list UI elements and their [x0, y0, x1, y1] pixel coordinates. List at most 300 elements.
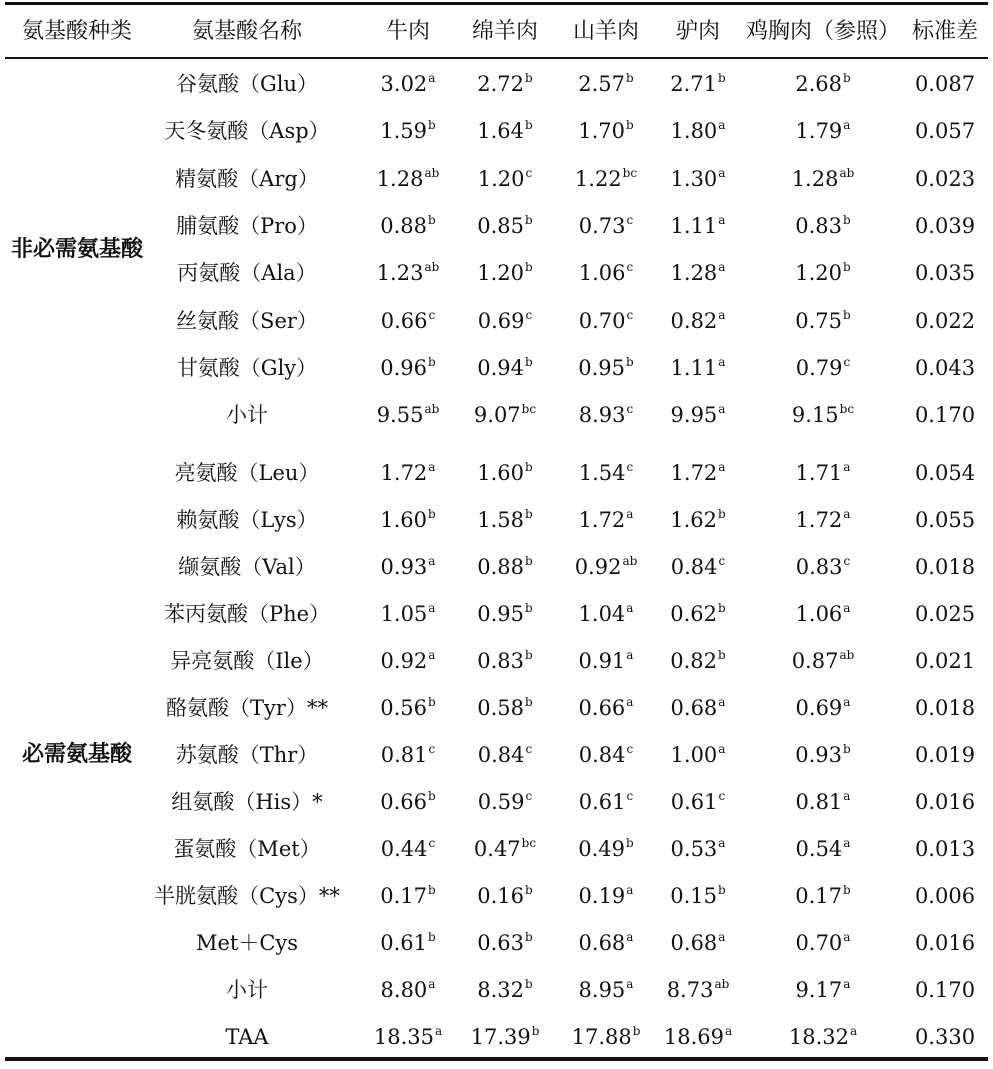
significance-letter: b [428, 695, 436, 709]
value-number: 1.00 [670, 743, 718, 767]
value-number: 1.22 [574, 166, 622, 191]
value-cell-donkey [653, 553, 743, 581]
value-cell-chicken [743, 647, 903, 675]
value-cell-beef [363, 307, 453, 335]
value-number: 0.87 [791, 649, 839, 673]
significance-letter: c [626, 789, 634, 803]
value-cell-beef [363, 165, 453, 193]
value-number: 0.17 [380, 884, 428, 908]
value-number: 9.17 [795, 978, 843, 1002]
significance-letter: b [626, 836, 634, 850]
value-cell-chicken [743, 70, 903, 98]
value-cell-mutton [460, 976, 550, 1004]
value-number: 18.32 [788, 1025, 849, 1049]
value-number: 1.64 [477, 119, 525, 144]
table-bottom-rule [5, 1057, 988, 1061]
value-number: 0.70 [578, 308, 626, 333]
significance-letter: c [626, 260, 634, 275]
value-number: 0.95 [477, 602, 525, 626]
value-number: 1.30 [670, 166, 718, 191]
amino-acid-name: 苏氨酸（Thr） [175, 743, 319, 767]
value-cell-goat [561, 882, 651, 910]
value-number: 0.47 [473, 837, 521, 861]
value-number: 0.82 [670, 649, 718, 673]
value-number: 9.55 [376, 403, 424, 428]
significance-letter: a [718, 165, 726, 180]
value-number: 1.72 [578, 508, 626, 532]
value-number: 1.28 [791, 166, 839, 191]
value-cell-donkey [653, 929, 743, 957]
standard-deviation-cell: 0.018 [914, 696, 976, 720]
value-number: 9.15 [791, 403, 839, 428]
significance-letter: a [843, 507, 851, 521]
amino-acid-name: 脯氨酸（Pro） [176, 213, 318, 238]
standard-deviation-cell: 0.057 [914, 119, 976, 144]
value-cell-mutton [460, 165, 550, 193]
standard-deviation-cell: 0.022 [914, 308, 976, 333]
value-cell-donkey [653, 600, 743, 628]
value-cell-beef [363, 694, 453, 722]
standard-deviation-cell: 0.018 [914, 555, 976, 579]
significance-letter: a [843, 601, 851, 615]
value-number: 2.72 [477, 72, 525, 96]
value-cell-donkey [653, 117, 743, 145]
significance-letter: b [525, 118, 533, 133]
significance-letter: b [428, 354, 436, 369]
value-cell-goat [561, 70, 651, 98]
value-cell-beef [363, 929, 453, 957]
value-cell-chicken [743, 401, 903, 429]
value-number: 0.93 [380, 555, 428, 579]
standard-deviation-cell: 0.016 [914, 790, 976, 814]
standard-deviation-cell: 0.087 [914, 72, 976, 96]
significance-letter: a [626, 977, 634, 991]
value-number: 0.92 [574, 555, 622, 579]
amino-acid-name: 小计 [226, 403, 268, 428]
significance-letter: a [843, 977, 851, 991]
value-cell-chicken [743, 1023, 903, 1051]
value-cell-donkey [653, 741, 743, 769]
value-number: 0.84 [477, 743, 525, 767]
value-cell-goat [561, 929, 651, 957]
value-number: 18.69 [663, 1025, 724, 1049]
value-number: 0.44 [380, 837, 428, 861]
significance-letter: b [525, 977, 533, 991]
significance-letter: b [525, 260, 533, 275]
value-cell-goat [561, 741, 651, 769]
value-number: 0.69 [795, 696, 843, 720]
value-cell-chicken [743, 929, 903, 957]
amino-acid-name: Met＋Cys [195, 931, 299, 955]
value-cell-chicken [743, 165, 903, 193]
value-number: 0.16 [477, 884, 525, 908]
significance-letter: a [626, 695, 634, 709]
value-cell-goat [561, 976, 651, 1004]
significance-letter: a [626, 601, 634, 615]
value-cell-beef [363, 553, 453, 581]
significance-letter: a [626, 930, 634, 944]
value-cell-mutton [460, 506, 550, 534]
significance-letter: c [718, 554, 726, 568]
amino-acid-name: 半胱氨酸（Cys）** [154, 884, 340, 908]
value-cell-mutton [460, 401, 550, 429]
value-cell-donkey [653, 788, 743, 816]
significance-letter: bc [521, 836, 537, 850]
value-number: 1.04 [578, 602, 626, 626]
value-number: 0.75 [795, 308, 843, 333]
value-number: 1.70 [578, 119, 626, 144]
value-number: 0.70 [795, 931, 843, 955]
value-number: 1.28 [376, 166, 424, 191]
header-donkey: 驴肉 [675, 19, 720, 44]
value-cell-chicken [743, 553, 903, 581]
value-cell-beef [363, 401, 453, 429]
value-cell-donkey [653, 647, 743, 675]
standard-deviation-cell: 0.055 [914, 508, 976, 532]
significance-letter: a [428, 460, 436, 474]
significance-letter: a [843, 118, 851, 133]
value-number: 0.66 [380, 308, 428, 333]
significance-letter: b [428, 930, 436, 944]
value-cell-beef [363, 1023, 453, 1051]
value-cell-donkey [653, 70, 743, 98]
value-cell-mutton [460, 694, 550, 722]
significance-letter: a [718, 212, 726, 227]
value-number: 0.49 [578, 837, 626, 861]
value-cell-chicken [743, 354, 903, 382]
value-cell-chicken [743, 882, 903, 910]
significance-letter: b [525, 71, 533, 85]
value-number: 0.84 [578, 743, 626, 767]
significance-letter: a [724, 1024, 733, 1038]
significance-letter: b [428, 507, 436, 521]
value-number: 1.60 [477, 461, 525, 485]
standard-deviation-cell: 0.054 [914, 461, 976, 485]
amino-acid-name: 小计 [226, 978, 268, 1002]
value-number: 8.80 [380, 978, 428, 1002]
value-number: 3.02 [380, 72, 428, 96]
value-number: 1.72 [380, 461, 428, 485]
standard-deviation-cell: 0.019 [914, 743, 976, 767]
standard-deviation-cell: 0.016 [914, 931, 976, 955]
significance-letter: a [718, 402, 726, 417]
value-cell-donkey [653, 354, 743, 382]
header-bottom-rule [5, 57, 988, 59]
significance-letter: b [718, 883, 726, 897]
value-cell-goat [561, 553, 651, 581]
significance-letter: a [718, 118, 726, 133]
value-cell-beef [363, 976, 453, 1004]
value-cell-beef [363, 788, 453, 816]
amino-acid-name: 丙氨酸（Ala） [177, 261, 317, 286]
standard-deviation-cell: 0.023 [914, 166, 976, 191]
value-number: 1.72 [670, 461, 718, 485]
significance-letter: b [718, 648, 726, 662]
significance-letter: c [428, 307, 436, 322]
value-cell-goat [561, 307, 651, 335]
value-cell-goat [561, 647, 651, 675]
significance-letter: a [428, 977, 436, 991]
significance-letter: a [434, 1024, 443, 1038]
significance-letter: a [718, 742, 726, 756]
amino-acid-name: 酪氨酸（Tyr）** [166, 696, 328, 720]
significance-letter: b [525, 460, 533, 474]
value-number: 0.83 [795, 213, 843, 238]
value-number: 18.35 [373, 1025, 434, 1049]
value-number: 0.81 [380, 743, 428, 767]
significance-letter: b [843, 260, 851, 275]
value-cell-beef [363, 354, 453, 382]
significance-letter: b [525, 930, 533, 944]
value-number: 0.15 [670, 884, 718, 908]
value-number: 0.84 [670, 555, 718, 579]
header-chicken: 鸡胸肉（参照） [745, 19, 900, 44]
value-number: 1.23 [376, 261, 424, 286]
significance-letter: b [626, 118, 634, 133]
value-cell-goat [561, 259, 651, 287]
value-number: 1.59 [380, 119, 428, 144]
value-cell-goat [561, 600, 651, 628]
header-name: 氨基酸名称 [191, 19, 302, 44]
value-number: 0.83 [477, 649, 525, 673]
value-number: 0.68 [670, 931, 718, 955]
value-number: 0.61 [578, 790, 626, 814]
value-cell-chicken [743, 741, 903, 769]
amino-acid-name: 苯丙氨酸（Phe） [163, 602, 331, 626]
significance-letter: b [718, 71, 726, 85]
value-cell-goat [561, 354, 651, 382]
value-number: 1.05 [380, 602, 428, 626]
value-number: 1.06 [795, 602, 843, 626]
value-number: 0.95 [578, 355, 626, 380]
value-cell-chicken [743, 259, 903, 287]
significance-letter: ab [839, 165, 855, 180]
value-cell-donkey [653, 506, 743, 534]
significance-letter: a [718, 695, 726, 709]
significance-letter: a [428, 71, 436, 85]
amino-acid-name: 精氨酸（Arg） [175, 166, 319, 191]
significance-letter: c [525, 307, 533, 322]
amino-acid-name: 甘氨酸（Gly） [176, 355, 318, 380]
amino-acid-name: 赖氨酸（Lys） [176, 508, 318, 532]
value-cell-goat [561, 459, 651, 487]
significance-letter: b [525, 601, 533, 615]
significance-letter: b [525, 695, 533, 709]
significance-letter: ab [839, 648, 855, 662]
value-cell-donkey [653, 307, 743, 335]
significance-letter: a [428, 554, 436, 568]
amino-acid-name: 丝氨酸（Ser） [176, 308, 318, 333]
value-number: 9.95 [670, 403, 718, 428]
value-cell-beef [363, 259, 453, 287]
standard-deviation-cell: 0.330 [914, 1025, 976, 1049]
value-number: 1.72 [795, 508, 843, 532]
value-cell-donkey [653, 835, 743, 863]
value-cell-mutton [460, 307, 550, 335]
amino-acid-name: 谷氨酸（Glu） [175, 72, 319, 96]
value-number: 1.28 [670, 261, 718, 286]
value-cell-beef [363, 647, 453, 675]
significance-letter: b [525, 648, 533, 662]
significance-letter: b [525, 354, 533, 369]
significance-letter: c [843, 554, 851, 568]
value-number: 0.61 [380, 931, 428, 955]
significance-letter: b [428, 118, 436, 133]
significance-letter: b [525, 883, 533, 897]
value-number: 0.93 [795, 743, 843, 767]
value-number: 17.39 [470, 1025, 531, 1049]
value-number: 1.20 [477, 166, 525, 191]
significance-letter: b [843, 742, 851, 756]
amino-acid-name: 缬氨酸（Val） [178, 555, 316, 579]
value-cell-goat [561, 117, 651, 145]
value-cell-beef [363, 835, 453, 863]
significance-letter: b [428, 883, 436, 897]
value-cell-mutton [460, 553, 550, 581]
value-cell-mutton [460, 212, 550, 240]
significance-letter: ab [424, 402, 440, 417]
value-cell-donkey [653, 165, 743, 193]
significance-letter: a [626, 507, 634, 521]
significance-letter: a [843, 460, 851, 474]
header-sd: 标准差 [911, 19, 978, 44]
header-goat: 山羊肉 [572, 19, 639, 44]
significance-letter: b [632, 1024, 641, 1038]
value-cell-mutton [460, 459, 550, 487]
significance-letter: b [626, 354, 634, 369]
significance-letter: c [428, 836, 436, 850]
value-cell-goat [561, 1023, 651, 1051]
value-number: 0.66 [380, 790, 428, 814]
significance-letter: b [843, 883, 851, 897]
value-number: 0.96 [380, 355, 428, 380]
significance-letter: a [626, 883, 634, 897]
significance-letter: c [428, 742, 436, 756]
standard-deviation-cell: 0.021 [914, 649, 976, 673]
value-number: 0.94 [477, 355, 525, 380]
significance-letter: b [718, 601, 726, 615]
value-number: 9.07 [473, 403, 521, 428]
significance-letter: bc [839, 402, 855, 417]
significance-letter: c [843, 354, 851, 369]
value-cell-mutton [460, 788, 550, 816]
value-number: 0.54 [795, 837, 843, 861]
significance-letter: a [626, 648, 634, 662]
value-number: 8.95 [578, 978, 626, 1002]
significance-letter: a [843, 930, 851, 944]
value-number: 1.58 [477, 508, 525, 532]
value-cell-goat [561, 788, 651, 816]
standard-deviation-cell: 0.170 [914, 403, 976, 428]
value-number: 17.88 [571, 1025, 632, 1049]
significance-letter: a [718, 836, 726, 850]
table-top-rule [5, 2, 988, 5]
amino-acid-name: 亮氨酸（Leu） [174, 461, 320, 485]
value-cell-mutton [460, 882, 550, 910]
value-number: 0.58 [477, 696, 525, 720]
value-cell-donkey [653, 401, 743, 429]
value-number: 0.88 [380, 213, 428, 238]
value-number: 0.66 [578, 696, 626, 720]
value-cell-beef [363, 117, 453, 145]
value-number: 1.20 [477, 261, 525, 286]
value-number: 0.68 [670, 696, 718, 720]
standard-deviation-cell: 0.043 [914, 355, 976, 380]
standard-deviation-cell: 0.013 [914, 837, 976, 861]
value-cell-mutton [460, 835, 550, 863]
value-number: 0.62 [670, 602, 718, 626]
value-cell-chicken [743, 600, 903, 628]
value-cell-donkey [653, 459, 743, 487]
significance-letter: ab [424, 260, 440, 275]
value-number: 0.56 [380, 696, 428, 720]
value-cell-mutton [460, 354, 550, 382]
value-number: 0.91 [578, 649, 626, 673]
significance-letter: a [718, 307, 726, 322]
value-cell-goat [561, 506, 651, 534]
value-number: 1.06 [578, 261, 626, 286]
value-cell-mutton [460, 929, 550, 957]
significance-letter: c [718, 789, 726, 803]
value-cell-goat [561, 401, 651, 429]
value-cell-chicken [743, 459, 903, 487]
value-cell-beef [363, 212, 453, 240]
significance-letter: ab [424, 165, 440, 180]
value-cell-donkey [653, 694, 743, 722]
value-number: 0.61 [670, 790, 718, 814]
value-number: 2.57 [578, 72, 626, 96]
value-number: 0.82 [670, 308, 718, 333]
standard-deviation-cell: 0.006 [914, 884, 976, 908]
significance-letter: a [428, 648, 436, 662]
value-cell-donkey [653, 259, 743, 287]
value-number: 0.68 [578, 931, 626, 955]
standard-deviation-cell: 0.035 [914, 261, 976, 286]
significance-letter: b [626, 71, 634, 85]
value-number: 1.80 [670, 119, 718, 144]
value-number: 1.54 [578, 461, 626, 485]
value-cell-goat [561, 694, 651, 722]
value-cell-donkey [653, 212, 743, 240]
amino-acid-name: 天冬氨酸（Asp） [164, 119, 330, 144]
value-number: 2.68 [795, 72, 843, 96]
amino-acid-name: 蛋氨酸（Met） [173, 837, 321, 861]
value-number: 1.71 [795, 461, 843, 485]
header-type: 氨基酸种类 [21, 19, 132, 44]
significance-letter: a [718, 930, 726, 944]
value-cell-beef [363, 741, 453, 769]
standard-deviation-cell: 0.039 [914, 213, 976, 238]
value-cell-goat [561, 212, 651, 240]
significance-letter: a [843, 836, 851, 850]
significance-letter: b [843, 307, 851, 322]
significance-letter: a [843, 789, 851, 803]
value-number: 2.71 [670, 72, 718, 96]
value-cell-beef [363, 459, 453, 487]
value-number: 0.59 [477, 790, 525, 814]
value-number: 0.17 [795, 884, 843, 908]
value-cell-chicken [743, 307, 903, 335]
value-number: 0.88 [477, 555, 525, 579]
value-cell-beef [363, 882, 453, 910]
value-cell-mutton [460, 1023, 550, 1051]
significance-letter: a [718, 354, 726, 369]
significance-letter: b [843, 71, 851, 85]
value-cell-chicken [743, 117, 903, 145]
value-number: 1.11 [670, 355, 718, 380]
significance-letter: b [428, 212, 436, 227]
significance-letter: c [525, 789, 533, 803]
